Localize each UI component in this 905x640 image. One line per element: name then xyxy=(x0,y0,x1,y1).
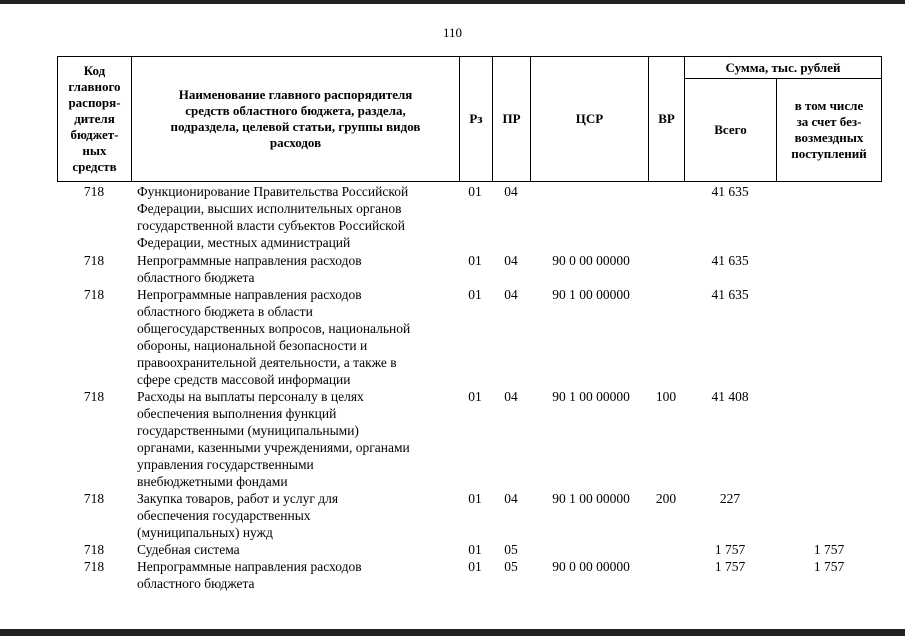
row-pr: 05 xyxy=(504,559,518,574)
row-rz: 01 xyxy=(468,287,482,302)
row-name: Непрограммные направления расходов областного бюджета в области общегосударственных вопросов, национальной обороны, национальной безопасности и правоохранительной деятельности, а также в сфере средств массовой информации xyxy=(137,287,411,387)
header-sum: Сумма, тыс. рублей xyxy=(725,59,841,75)
row-pr: 04 xyxy=(504,389,518,404)
row-csr: 90 1 00 00000 xyxy=(552,287,630,302)
row-csr: 90 0 00 00000 xyxy=(552,559,630,574)
row-code: 718 xyxy=(83,253,105,268)
row-rz: 01 xyxy=(468,389,482,404)
row-pr: 04 xyxy=(504,287,518,302)
row-rz: 01 xyxy=(468,542,482,557)
row-total: 41 408 xyxy=(711,389,749,404)
row-name: Непрограммные направления расходов областного бюджета xyxy=(137,253,362,285)
header-vr: ВР xyxy=(658,111,675,126)
header-name: Наименование главного распорядителя средств областного бюджета, раздела, подраздела, целевой статьи, группы видов расходов xyxy=(170,87,421,150)
row-total: 1 757 xyxy=(714,542,746,557)
row-code: 718 xyxy=(83,287,105,302)
row-pr: 04 xyxy=(504,491,518,506)
row-total: 227 xyxy=(719,491,741,506)
header-free: в том числе за счет без- возмездных поступлений xyxy=(791,98,867,161)
row-total: 41 635 xyxy=(711,287,749,302)
row-code: 718 xyxy=(83,389,105,404)
row-pr: 04 xyxy=(504,253,518,268)
row-name: Функционирование Правительства Российской Федерации, высших исполнительных органов государственной власти субъектов Российской Федерации, местных администраций xyxy=(137,184,409,250)
page-number: 110 xyxy=(442,25,463,40)
header-pr: ПР xyxy=(502,111,521,126)
row-code: 718 xyxy=(83,559,105,574)
header-rz: Рз xyxy=(469,111,483,126)
row-code: 718 xyxy=(83,491,105,506)
row-rz: 01 xyxy=(468,491,482,506)
row-csr: 90 0 00 00000 xyxy=(552,253,630,268)
header-code: Код главного распоря- дителя бюджет- ных средств xyxy=(68,63,121,174)
header-bottom-border xyxy=(57,181,882,182)
row-pr: 04 xyxy=(504,184,518,199)
row-free: 1 757 xyxy=(813,542,845,557)
row-pr: 05 xyxy=(504,542,518,557)
row-rz: 01 xyxy=(468,559,482,574)
row-name: Расходы на выплаты персоналу в целях обеспечения выполнения функций государственными (муниципальными) органами, казенными учреждениями, органами управления государственными внебюджетными фондами xyxy=(137,389,410,489)
bottom-scan-border xyxy=(0,629,905,636)
row-name: Закупка товаров, работ и услуг для обеспечения государственных (муниципальных) нужд xyxy=(137,491,339,540)
top-scan-border xyxy=(0,0,905,4)
row-vr: 100 xyxy=(655,389,677,404)
row-csr: 90 1 00 00000 xyxy=(552,389,630,404)
row-name: Судебная система xyxy=(137,542,240,557)
header-total: Всего xyxy=(714,122,747,137)
row-total: 41 635 xyxy=(711,253,749,268)
row-rz: 01 xyxy=(468,253,482,268)
row-name: Непрограммные направления расходов областного бюджета xyxy=(137,559,362,591)
table-header xyxy=(57,56,882,182)
header-csr: ЦСР xyxy=(575,111,604,126)
row-code: 718 xyxy=(83,184,105,199)
row-total: 1 757 xyxy=(714,559,746,574)
row-vr: 200 xyxy=(655,491,677,506)
col-border xyxy=(881,56,882,182)
row-csr: 90 1 00 00000 xyxy=(552,491,630,506)
row-rz: 01 xyxy=(468,184,482,199)
row-code: 718 xyxy=(83,542,105,557)
row-total: 41 635 xyxy=(711,184,749,199)
row-free: 1 757 xyxy=(813,559,845,574)
